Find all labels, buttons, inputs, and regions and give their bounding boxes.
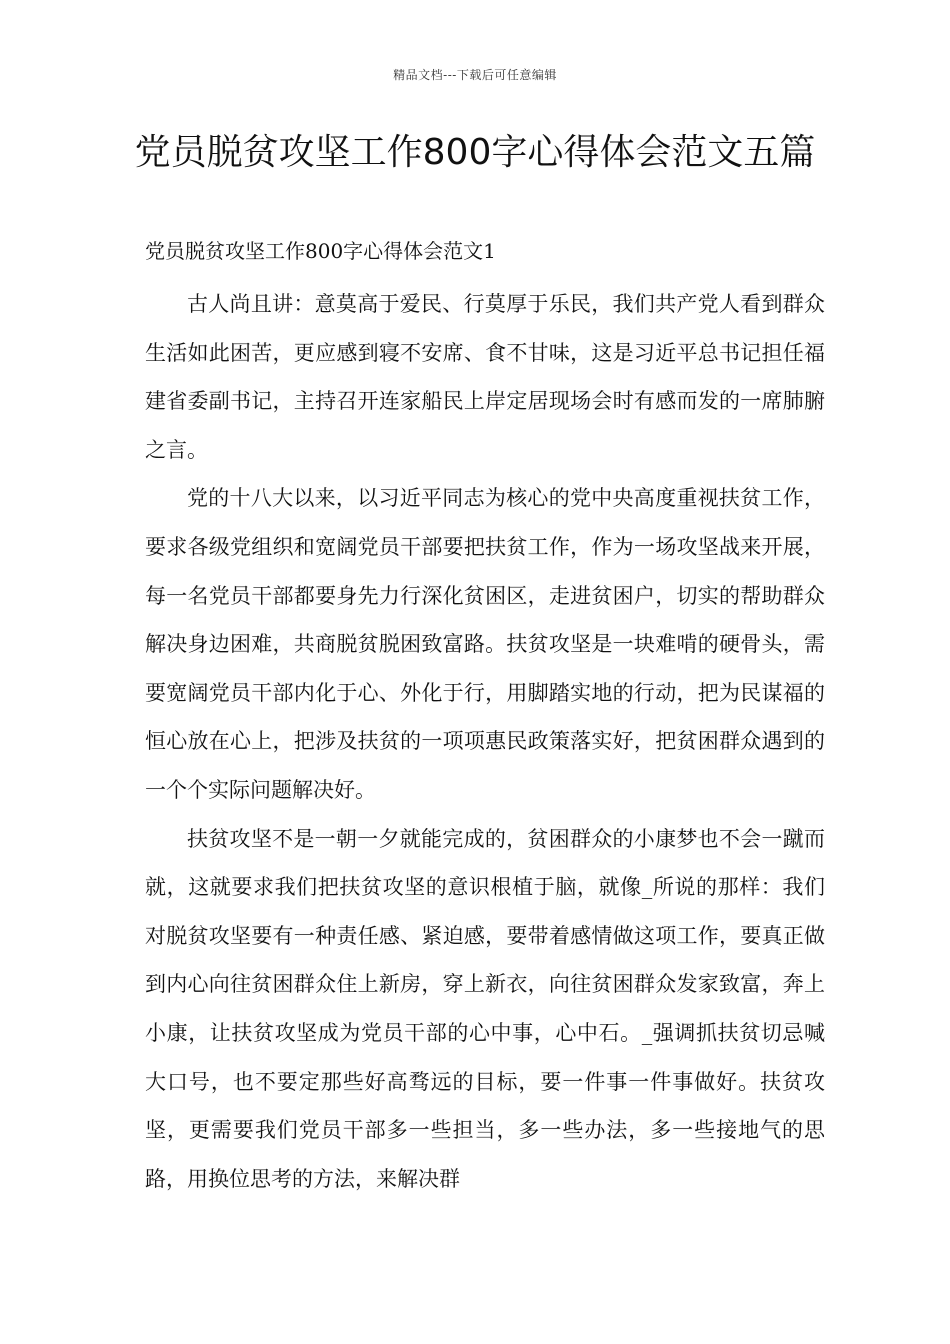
paragraph-1: 古人尚且讲：意莫高于爱民、行莫厚于乐民，我们共产党人看到群众生活如此困苦，更应感到寝不安席、食不甘味，这是习近平总书记担任福建省委副书记，主持召开连家船民上岸定居现场会时有感而发的一席肺腑之言。 <box>145 292 825 462</box>
body-text <box>145 280 825 1203</box>
paragraph-2: 党的十八大以来，以习近平同志为核心的党中央高度重视扶贫工作，要求各级党组织和宽阔党员干部要把扶贫工作，作为一场攻坚战来开展，每一名党员干部都要身先力行深化贫困区，走进贫困户，切实的帮助群众解决身边困难，共商脱贫脱困致富路。扶贫攻坚是一块难啃的硬骨头，需要宽阔党员干部内化于心、外化于行，用脚踏实地的行动，把为民谋福的恒心放在心上，把涉及扶贫的一项项惠民政策落实好，把贫困群众遇到的一个个实际问题解决好。 <box>145 486 825 802</box>
paragraph-3: 扶贫攻坚不是一朝一夕就能完成的，贫困群众的小康梦也不会一蹴而就，这就要求我们把扶贫攻坚的意识根植于脑，就像_所说的那样：我们对脱贫攻坚要有一种责任感、紧迫感，要带着感情做这项工作，要真正做到内心向往贫困群众住上新房，穿上新衣，向往贫困群众发家致富，奔上小康，让扶贫攻坚成为党员干部的心中事，心中石。_强调抓扶贫切忌喊大口号，也不要定那些好高骛远的目标，要一件事一件事做好。扶贫攻坚，更需要我们党员干部多一些担当，多一些办法，多一些接地气的思路，用换位思考的方法，来解决群 <box>145 826 825 1191</box>
header-note: 精品文档---下载后可任意编辑 <box>393 68 557 82</box>
section-heading: 党员脱贫攻坚工作800字心得体会范文1 <box>145 239 496 263</box>
document-title: 党员脱贫攻坚工作800字心得体会范文五篇 <box>134 132 816 173</box>
